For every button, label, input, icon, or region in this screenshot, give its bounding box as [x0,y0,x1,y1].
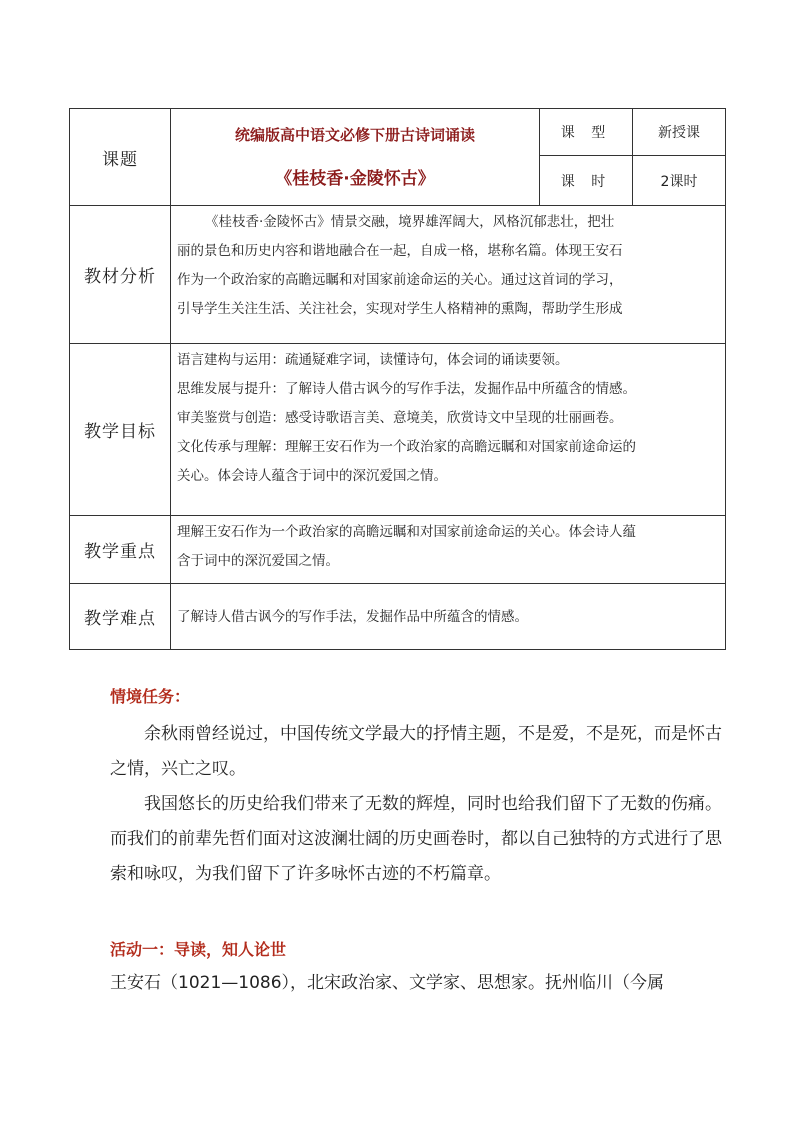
situation-heading: 情境任务： [110,687,191,706]
situation-section [110,684,730,892]
situation-paragraph: 余秋雨曾经说过，中国传统文学最大的抒情主题，不是爱，不是死，而是怀古之情，兴亡之叹。 [110,724,722,779]
goals-line: 文化传承与理解：理解王安石作为一个政治家的高瞻远瞩和对国家前途命运的 [177,439,636,455]
key-points-line: 理解王安石作为一个政治家的高瞻远瞩和对国家前途命运的关心。体会诗人蕴 [177,524,636,540]
analysis-line: 引导学生关注生活、关注社会，实现对学生人格精神的熏陶，帮助学生形成 [177,301,623,317]
key-points-content [171,516,726,584]
analysis-content [171,206,726,344]
goals-content [171,344,726,516]
goals-line: 语言建构与运用：疏通疑难字词，读懂诗句，体会词的诵读要领。 [177,352,569,368]
topic-label: 课题 [70,109,171,206]
lesson-title-line1: 统编版高中语文必修下册古诗词诵读 [234,126,475,144]
difficult-points-label: 教学难点 [70,584,171,650]
lesson-type-label: 课 型 [540,109,633,156]
lesson-title-line2: 《桂枝香·金陵怀古》 [275,169,435,189]
lesson-title-cell [171,109,540,206]
lesson-hours-label: 课 时 [540,156,633,206]
analysis-line: 丽的景色和历史内容和谐地融合在一起，自成一格，堪称名篇。体现王安石 [177,243,623,259]
lesson-type-value: 新授课 [633,109,726,156]
analysis-line: 作为一个政治家的高瞻远瞩和对国家前途命运的关心。通过这首词的学习， [177,272,623,288]
difficult-points-content [171,584,726,650]
goals-line: 思维发展与提升：了解诗人借古讽今的写作手法，发掘作品中所蕴含的情感。 [177,381,636,397]
key-points-line: 含于词中的深沉爱国之情。 [177,553,339,569]
goals-line: 审美鉴赏与创造：感受诗歌语言美、意境美，欣赏诗文中呈现的壮丽画卷。 [177,410,623,426]
activity1-section [110,937,730,1001]
lesson-hours-value: 2课时 [633,156,726,206]
analysis-line: 《桂枝香·金陵怀古》情景交融，境界雄浑阔大，风格沉郁悲壮，把壮 [205,214,615,230]
lesson-plan-table [69,108,726,650]
analysis-label: 教材分析 [70,206,171,344]
goals-label: 教学目标 [70,344,171,516]
activity1-paragraph: 王安石（1021—1086），北宋政治家、文学家、思想家。抚州临川（今属 [110,973,665,993]
difficult-points-line: 了解诗人借古讽今的写作手法，发掘作品中所蕴含的情感。 [177,609,528,625]
situation-paragraph: 我国悠长的历史给我们带来了无数的辉煌，同时也给我们留下了无数的伤痛。而我们的前辈先哲们面对这波澜壮阔的历史画卷时，都以自己独特的方式进行了思索和咏叹，为我们留下了许多咏怀古迹的不朽篇章。 [110,794,722,884]
key-points-label: 教学重点 [70,516,171,584]
activity1-heading: 活动一：导读，知人论世 [110,940,287,959]
goals-line: 关心。体会诗人蕴含于词中的深沉爱国之情。 [177,468,447,484]
